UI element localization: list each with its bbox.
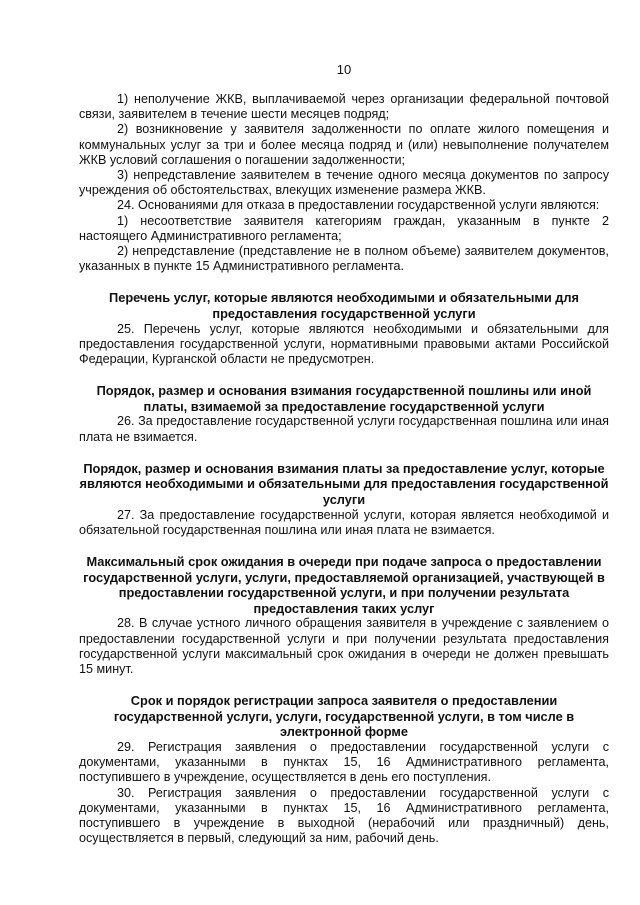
page-number: 10 bbox=[336, 62, 352, 77]
section-spacer bbox=[79, 538, 609, 554]
paragraph: 28. В случае устного личного обращения заявителя в учреждение с заявлением о предоставлении государственной услуги и при получении результата предоставления государственной услуги максимальный срок ожидания в очереди не должен превышать 15 минут. bbox=[79, 616, 609, 676]
section-spacer bbox=[79, 274, 609, 290]
paragraph: 29. Регистрация заявления о предоставлении государственной услуги с документами, указанными в пунктах 15, 16 Административного регламента, поступившего в учреждение, осуществляется в день его поступления. bbox=[79, 739, 609, 785]
document-body bbox=[79, 92, 609, 846]
section-spacer bbox=[79, 445, 609, 461]
paragraph: 2) непредставление (представление не в полном объеме) заявителем документов, указанных в пункте 15 Административного регламента. bbox=[79, 244, 609, 274]
section-heading: Максимальный срок ожидания в очереди при подаче запроса о предоставлении государственной услуги, услуги, предоставляемой организацией, участвующей в предоставлении государственной услуги, и при получении результата предоставления таких услуг bbox=[83, 554, 605, 616]
section-heading: Порядок, размер и основания взимания государственной пошлины или иной платы, взимаемой за предоставление государственной услуги bbox=[96, 383, 592, 414]
paragraph: 2) возникновение у заявителя задолженности по оплате жилого помещения и коммунальных услуг за три и более месяца подряд и (или) невыполнение получателем ЖКВ условий соглашения о погашении задолженности; bbox=[79, 122, 609, 167]
paragraph: 25. Перечень услуг, которые являются необходимыми и обязательными для предоставления государственной услуги, нормативными правовыми актами Российской Федерации, Курганской области не предусмотрен. bbox=[79, 321, 609, 367]
paragraph: 24. Основаниями для отказа в предоставлении государственной услуги являются: bbox=[117, 198, 600, 213]
section-heading: Срок и порядок регистрации запроса заявителя о предоставлении государственной услуги, услуги, государственной услуги, в том числе в электронной форме bbox=[113, 693, 575, 740]
paragraph: 1) неполучение ЖКВ, выплачиваемой через организации федеральной почтовой связи, заявителем в течение шести месяцев подряд; bbox=[79, 92, 609, 122]
section-spacer bbox=[79, 367, 609, 383]
paragraph: 30. Регистрация заявления о предоставлении государственной услуги с документами, указанными в пунктах 15, 16 Административного регламента, поступившего в учреждение в выходной (нерабочий или праздничный) день, осуществляется в первый, следующий за ним, рабочий день. bbox=[79, 785, 609, 846]
section-heading: Порядок, размер и основания взимания платы за предоставление услуг, которые являются необходимыми и обязательными для предоставления государственной услуги bbox=[79, 460, 609, 508]
paragraph: 26. За предоставление государственной услуги государственная пошлина или иная плата не взимается. bbox=[79, 414, 609, 444]
paragraph: 3) непредставление заявителем в течение одного месяца документов по запросу учреждения об обстоятельствах, влекущих изменение размера ЖКВ. bbox=[79, 168, 609, 198]
paragraph: 1) несоответствие заявителя категориям граждан, указанным в пункте 2 настоящего Административного регламента; bbox=[79, 213, 609, 243]
section-heading: Перечень услуг, которые являются необходимыми и обязательными для предоставления государственной услуги bbox=[109, 290, 579, 322]
paragraph: 27. За предоставление государственной услуги, которая является необходимой и обязательной государственная пошлина или иная плата не взимается. bbox=[79, 507, 609, 537]
section-spacer bbox=[79, 677, 609, 693]
